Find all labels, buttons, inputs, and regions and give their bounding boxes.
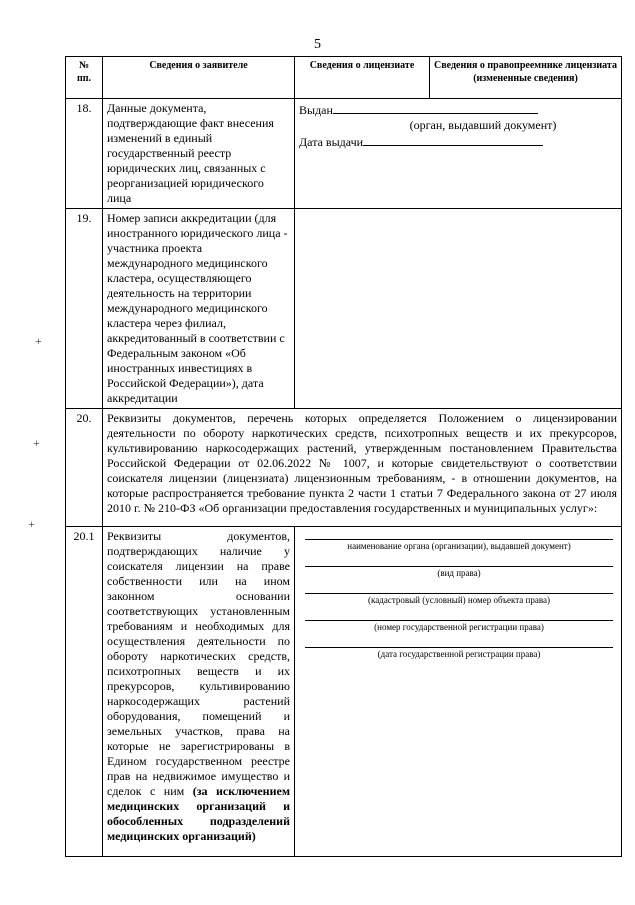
row-19-description: Номер записи аккредитации (для иностранного юридического лица - участника проекта международного медицинского кластера, осуществляющего деятельность на территории международного медицинского кластера через филиал, аккредитованный в соответствии с Федеральным законом «Об иностранных инвестициях в Российской Федерации»), дата аккредитации bbox=[103, 209, 295, 409]
table-row-20-1 bbox=[66, 527, 622, 857]
row-20-description: Реквизиты документов, перечень которых определяется Положением о лицензировании деятельности по обороту наркотических средств, психотропных веществ и их прекурсоров, культивированию наркосодержащих растений, утвержденным постановлением Правительства Российской Федерации от 02.06.2022 № 1007, и которые свидетельствуют о соответствии соискателя лицензии (лицензиата) лицензионным требованиям, - в отношении документов, на которые распространяется требование пункта 2 части 1 статьи 7 Федерального закона от 27 июля 2010 г. № 210-ФЗ «Об организации предоставления государственных и муниципальных услуг»: bbox=[103, 409, 622, 527]
row-18-description: Данные документа, подтверждающие факт внесения изменений в единый государственный реестр юридических лиц, связанных с реорганизацией юридического лица bbox=[103, 99, 295, 209]
table-header-row bbox=[66, 57, 622, 99]
row-19-values bbox=[295, 209, 622, 409]
header-successor: Сведения о правопреемнике лицензиата (измененные сведения) bbox=[430, 57, 622, 99]
row-number: 20.1 bbox=[66, 527, 103, 857]
scan-mark-icon: + bbox=[35, 334, 42, 348]
row-20-1-bold-text: (за исключением медицинских организаций и обособленных подразделений медицинских организаций) bbox=[107, 784, 290, 843]
page-number: 5 bbox=[314, 37, 321, 52]
issue-date-line[interactable] bbox=[363, 133, 543, 146]
row-20-1-text: Реквизиты документов, подтверждающих наличие у соискателя лицензии на праве собственности или на ином законном основании соответствующих установленным требованиям и необходимых для осуществления деятельности по обороту наркотических средств, психотропных веществ и их прекурсоров, культивированию наркосодержащих растений оборудования, помещений и земельных участков, права на которые не зарегистрированы в Едином государственном реестре прав на недвижимое имущество и сделок с ним bbox=[107, 529, 290, 798]
scan-mark-icon: + bbox=[33, 436, 40, 450]
row-number: 18. bbox=[66, 99, 103, 209]
issue-date-label: Дата выдачи bbox=[299, 135, 364, 149]
scan-mark-icon: + bbox=[28, 517, 35, 531]
row-number: 19. bbox=[66, 209, 103, 409]
header-applicant: Сведения о заявителе bbox=[103, 57, 295, 99]
table-row-19 bbox=[66, 209, 622, 409]
table-row-18 bbox=[66, 99, 622, 209]
row-number: 20. bbox=[66, 409, 103, 527]
header-licensee: Сведения о лицензиате bbox=[295, 57, 430, 99]
table-row-20 bbox=[66, 409, 622, 527]
field-right-type[interactable]: (вид права) bbox=[305, 566, 613, 579]
row-20-1-values bbox=[295, 527, 622, 857]
issued-label: Выдан bbox=[299, 103, 333, 117]
issued-line[interactable] bbox=[333, 101, 538, 114]
row-20-1-description bbox=[103, 527, 295, 857]
license-form-table bbox=[65, 56, 622, 857]
issued-caption: (орган, выдавший документ) bbox=[409, 118, 557, 132]
field-cadastral-number[interactable]: (кадастровый (условный) номер объекта права) bbox=[305, 593, 613, 606]
header-num: № пп. bbox=[66, 57, 103, 99]
field-registration-date[interactable]: (дата государственной регистрации права) bbox=[305, 647, 613, 660]
field-registration-number[interactable]: (номер государственной регистрации права) bbox=[305, 620, 613, 633]
row-18-values bbox=[295, 99, 622, 209]
field-issuing-authority[interactable]: наименование органа (организации), выдавшей документ) bbox=[305, 539, 613, 552]
